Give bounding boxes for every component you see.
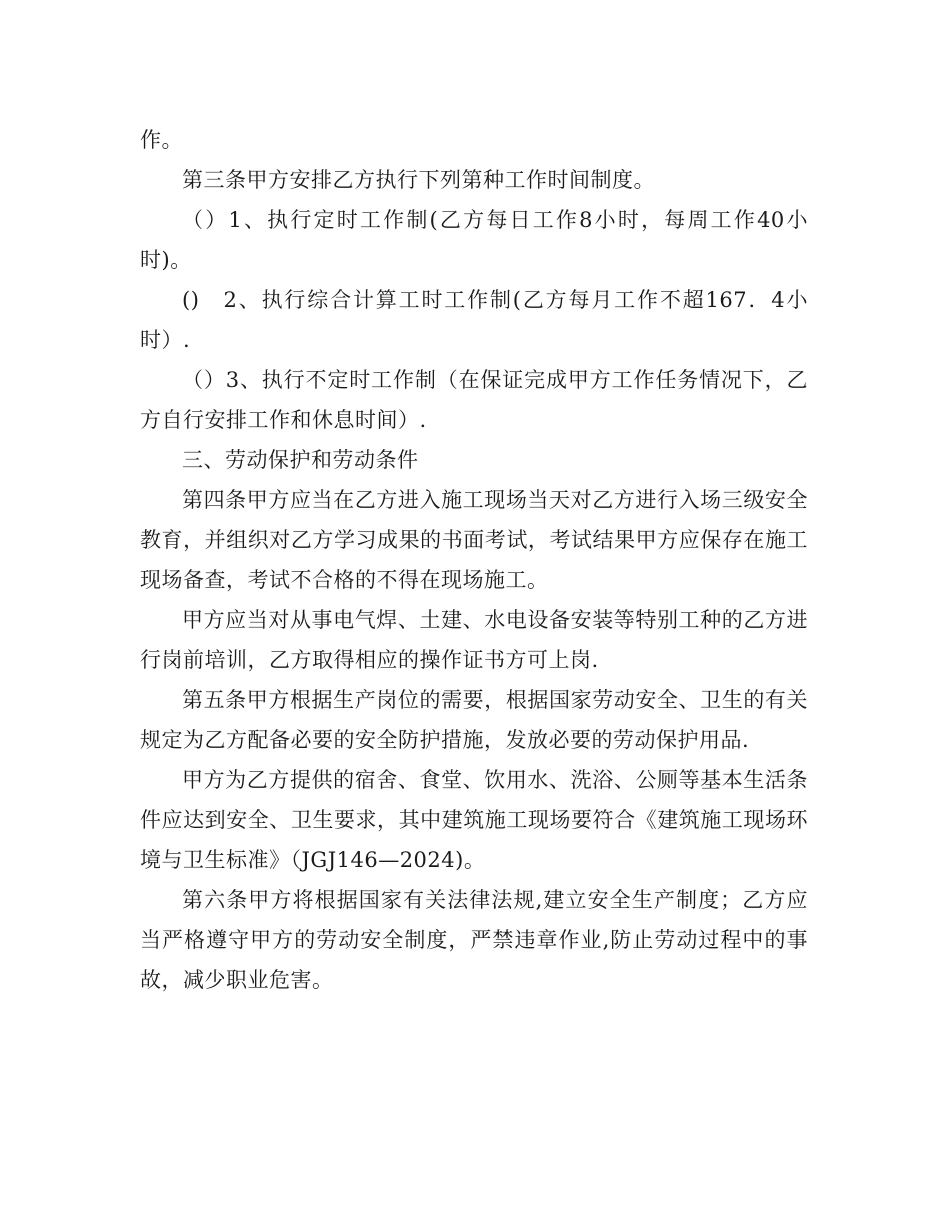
paragraph-option-2: () 2、执行综合计算工时工作制(乙方每月工作不超167．4小时）. xyxy=(140,288,808,352)
paragraph-living-conditions: 甲方为乙方提供的宿舍、食堂、饮用水、洗浴、公厕等基本生活条件应达到安全、卫生要求，其中建筑施工现场要符合《建筑施工现场环境与卫生标准》（JGJ146—2024)。 xyxy=(140,768,808,872)
paragraph-article-5: 第五条甲方根据生产岗位的需要，根据国家劳动安全、卫生的有关规定为乙方配备必要的安全防护措施，发放必要的劳动保护用品. xyxy=(140,688,808,752)
paragraph-article-6: 第六条甲方将根据国家有关法律法规,建立安全生产制度；乙方应当严格遵守甲方的劳动安全制度，严禁违章作业,防止劳动过程中的事故，减少职业危害。 xyxy=(140,888,808,992)
section-heading-labor-protection: 三、劳动保护和劳动条件 xyxy=(182,448,419,472)
paragraph-continuation: 作。 xyxy=(140,128,183,152)
paragraph-option-3: （）3、执行不定时工作制（在保证完成甲方工作任务情况下，乙方自行安排工作和休息时间）. xyxy=(140,368,808,432)
document-body xyxy=(140,120,808,1000)
paragraph-training: 甲方应当对从事电气焊、土建、水电设备安装等特别工种的乙方进行岗前培训，乙方取得相应的操作证书方可上岗. xyxy=(140,608,808,672)
paragraph-article-3: 第三条甲方安排乙方执行下列第种工作时间制度。 xyxy=(182,168,655,192)
paragraph-option-1: （）1、执行定时工作制(乙方每日工作8小时，每周工作40小时)。 xyxy=(140,208,808,272)
paragraph-article-4: 第四条甲方应当在乙方进入施工现场当天对乙方进行入场三级安全教育，并组织对乙方学习成果的书面考试，考试结果甲方应保存在施工现场备查，考试不合格的不得在现场施工。 xyxy=(140,488,808,592)
